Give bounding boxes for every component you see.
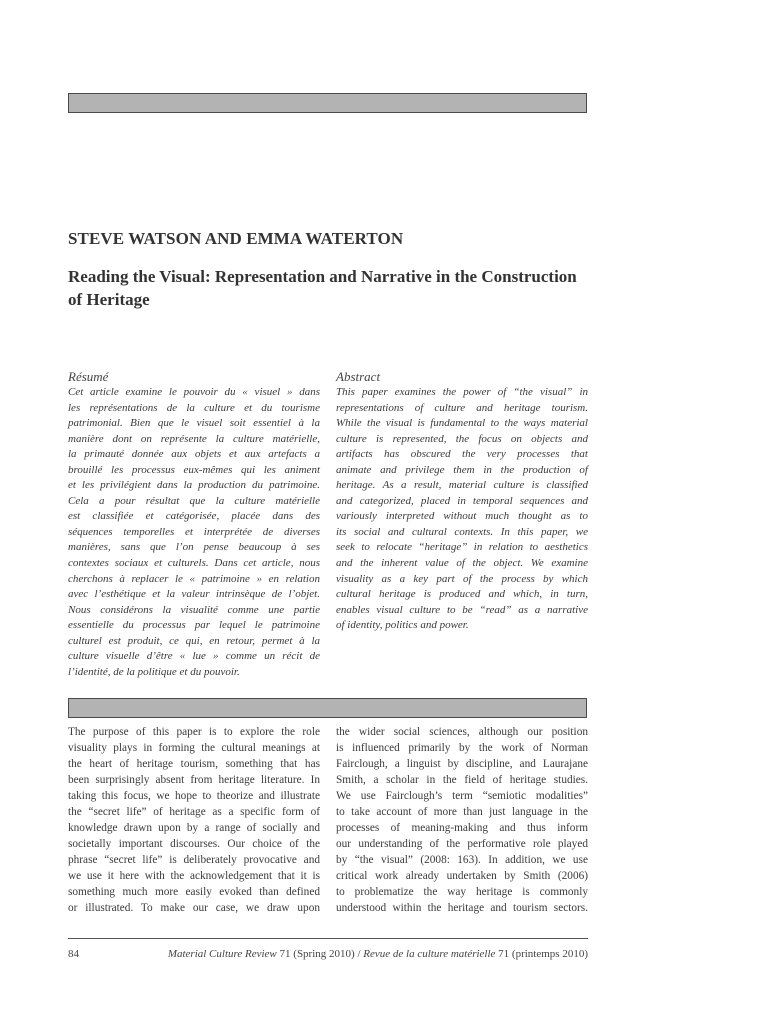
resume-line: brouillé les processus eux-mêmes qui les animent <box>68 463 320 476</box>
resume-line: contextes sociaux et culturels. Dans cet article, nous <box>68 557 320 570</box>
body-line: something much more easily evoked than defined <box>68 886 320 898</box>
resume-line: Cet article examine le pouvoir du « visuel » dans <box>68 386 320 398</box>
resume-line: manières, sans que l’on pense beaucoup à ses <box>68 541 320 554</box>
body-line: or illustrated. To make our case, we draw upon <box>68 902 320 914</box>
article-authors: STEVE WATSON AND EMMA WATERTON <box>68 229 404 248</box>
resume-line: les représentations de la culture et du tourisme <box>68 401 320 414</box>
abstract-line: This paper examines the power of “the visual” in <box>336 386 588 398</box>
body-line: societally important discourses. Our choice of the <box>68 838 320 850</box>
abstract-line: While the visual is fundamental to the ways material <box>336 417 588 430</box>
body-line: the wider social sciences, although our position <box>336 726 588 738</box>
body-line: visuality plays in forming the cultural meanings at <box>68 742 320 754</box>
body-line: our understanding of the performative role played <box>336 838 588 850</box>
section-divider-bar <box>68 698 587 718</box>
body-line: phrase “secret life” is deliberately provocative and <box>68 854 320 866</box>
footer-rule <box>68 938 588 939</box>
resume-line: essentielle du processus par lequel le patrimoine <box>68 619 320 632</box>
abstract-line: and the inherent value of the object. We examine <box>336 557 588 570</box>
issue-en: 71 (Spring 2010) / <box>276 948 364 960</box>
body-line: been surprisingly absent from heritage literature. In <box>68 774 320 786</box>
body-line: processes of meaning-making and thus inform <box>336 822 588 834</box>
article-title: Reading the Visual: Representation and Narrative in the Construction of Heritage <box>68 267 577 309</box>
body-line: knowledge drawn upon by a range of socially and <box>68 822 320 834</box>
header-bar <box>68 93 587 113</box>
resume-line: culture visuelle d’être « lue » comme un récit de <box>68 650 320 663</box>
resume-line: la primauté donnée aux objets et aux artefacts a <box>68 448 320 461</box>
resume-line: est classifiée et catégorisée, placée dans des <box>68 510 320 523</box>
abstract-line: seek to relocate “heritage” in relation to aesthetics <box>336 541 588 554</box>
body-column-left <box>68 724 320 916</box>
body-line: understood within the heritage and tourism sectors. <box>336 902 588 914</box>
body-line: critical work already undertaken by Smith (2006) <box>336 870 588 882</box>
body-line: Fairclough, a linguist by discipline, and Laurajane <box>336 758 588 770</box>
abstract-text <box>336 385 588 634</box>
resume-line: culturel est produit, ce qui, en retour, permet à la <box>68 634 320 647</box>
body-line: taking this focus, we hope to theorize and illustrate <box>68 790 320 802</box>
body-line: We use Fairclough’s term “semiotic modalities” <box>336 790 588 802</box>
abstract-line: heritage. As a result, material culture is classified <box>336 479 588 492</box>
running-footer <box>168 948 588 960</box>
abstract-line: its social and cultural contexts. In this paper, we <box>336 525 588 538</box>
abstract-line: animate and privilege them in the production of <box>336 463 588 476</box>
body-line: The purpose of this paper is to explore the role <box>68 726 320 738</box>
body-column-right <box>336 724 588 916</box>
body-line: the “secret life” of heritage as a specific form of <box>68 806 320 818</box>
body-line: we use it here with the acknowledgement that it is <box>68 870 320 882</box>
abstract-line: and categorized, placed in temporal sequences and <box>336 494 588 507</box>
abstract-section <box>336 369 588 634</box>
abstract-heading: Abstract <box>336 369 381 384</box>
resume-line: manière dont on représente la culture matérielle, <box>68 432 320 445</box>
resume-line: Cela a pour résultat que la culture matérielle <box>68 494 320 507</box>
abstract-line: cultural heritage is produced and which, in turn, <box>336 588 588 601</box>
abstract-line: representations of culture and heritage tourism. <box>336 401 588 414</box>
body-line: the heart of heritage tourism, something that has <box>68 758 320 770</box>
abstract-line: artifacts has obscured the very processes that <box>336 448 588 461</box>
resume-text <box>68 385 320 680</box>
abstract-line: variously interpreted without much thought as to <box>336 510 588 523</box>
page-number: 84 <box>68 948 79 960</box>
resume-line: patrimonial. Bien que le visuel soit essentiel à la <box>68 417 320 430</box>
abstract-line: culture is represented, the focus on objects and <box>336 432 588 445</box>
body-line: is influenced primarily by the work of Norman <box>336 742 588 754</box>
issue-fr: 71 (printemps 2010) <box>495 948 588 960</box>
resume-line: l’identité, de la politique et du pouvoir. <box>68 665 240 678</box>
abstract-line: enables visual culture to be “read” as a narrative <box>336 603 588 616</box>
resume-line: cherchons à replacer le « patrimoine » en relation <box>68 572 320 585</box>
journal-title-fr: Revue de la culture matérielle <box>363 948 496 960</box>
resume-section <box>68 369 320 680</box>
body-line: to problematize the way heritage is commonly <box>336 886 588 898</box>
body-line: Smith, a scholar in the field of heritage studies. <box>336 774 588 786</box>
abstract-line: of identity, politics and power. <box>336 619 469 632</box>
resume-line: et les privilégient dans la production du patrimoine. <box>68 479 320 492</box>
resume-heading: Résumé <box>68 369 109 384</box>
resume-line: Nous considérons la visualité comme une partie <box>68 603 320 616</box>
resume-line: séquences temporelles et interprétée de diverses <box>68 525 320 538</box>
journal-title-en: Material Culture Review <box>167 948 277 960</box>
body-line: to take account of more than just language in the <box>336 806 588 818</box>
body-line: by “the visual” (2008: 163). In addition, we use <box>336 854 588 866</box>
abstract-line: visuality as a key part of the process by which <box>336 572 588 585</box>
resume-line: avec l’esthétique et la valeur intrinsèque de l’objet. <box>68 588 320 601</box>
